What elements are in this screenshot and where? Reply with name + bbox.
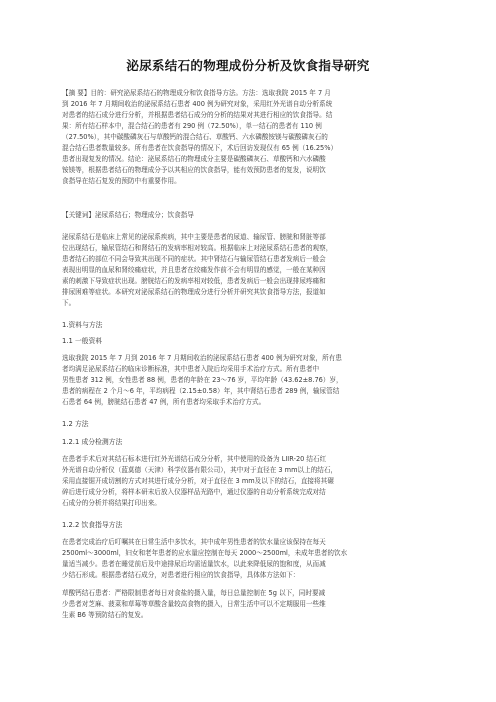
intro-line: 排尿困难等症状。本研究对泌尿系结石的物理成分进行分析并研究其饮食指导方法，报道如	[62, 288, 326, 296]
body-line: 石患者 64 例，膀胱结石患者 47 例，所有患者均采取手术治疗方式。	[62, 398, 266, 406]
body-line: 在患者手术后对其结石标本进行红外光谱结石成分分析，其中使用的设备为 LIIR-20 结石红	[62, 455, 327, 463]
intro-line: 表现出明显的血尿和肾绞痛症状，并且患者在绞痛发作前不会有明显的感觉，一般在某种因	[62, 266, 326, 274]
section-heading-1-2	[62, 419, 440, 430]
abstract-line: 混合结石患者数量较多。所有患者在饮食指导的情况下，术后回访发现仅有 65 例（16.25%）	[62, 144, 338, 152]
intro-line: 下。	[62, 299, 76, 307]
abstract-paragraph	[62, 88, 440, 187]
body-line: 少患者对芝麻、菠菜和草莓等草酸含量较高食物的摄入，日常生活中可以不定期服用一些维	[62, 600, 326, 608]
section-heading: 1.资料与方法	[62, 321, 103, 329]
intro-paragraph	[62, 232, 440, 309]
body-line: 患者的病程在 2 个月～6 年，平均病程（2.15±0.58）年，其中肾结石患者 289 例，输尿管结	[62, 387, 340, 395]
body-line: 碎后进行成分分析，将样本研末后放入仪器样品光路中，通过仪器的自动分析系统完成对结	[62, 488, 326, 496]
body-line: 生素 B6 等预防结石的复发。	[62, 611, 148, 619]
abstract-line: 铵镁等，根据患者结石的物理成分予以其相应的饮食指导，能有效预防患者的复发，说明饮	[62, 166, 326, 174]
body-line: 在患者完成治疗后叮嘱其在日常生活中多饮水，其中成年男性患者的饮水量应该保持在每天	[62, 538, 326, 546]
detection-method-paragraph	[62, 454, 440, 509]
body-line: 2500ml～3000ml，妇女和老年患者的应水量应控制在每天 2000～2500ml，未成年患者的饮水	[62, 549, 348, 557]
body-line: 采用直接锯开成切割的方式对其进行成分分析，对于直径在 3 mm及以下的结石，直接将其碾	[62, 477, 334, 485]
subsection-heading: 1.2.1 成分检测方法	[62, 438, 123, 446]
body-line: 者均满足泌尿系结石的临床诊断标准，其中患者入院后均采用手术治疗方式。所有患者中	[62, 365, 320, 373]
section-heading-1-1	[62, 336, 440, 347]
abstract-line: （27.50%），其中碳酸磷灰石与草酸钙的混合结石、草酸钙、六水磷酸铵镁与碳酸磷灰石的	[62, 133, 328, 141]
intro-line: 素的刺激下导致症状出现。膀胱结石的发病率相对较低，患者发病后一般会出现排尿疼痛和	[62, 277, 326, 285]
subsection-heading: 1.1 一般资料	[62, 337, 103, 345]
abstract-line: 对患者的结石成分进行分析，并根据患者结石成分的分析的结果对其进行相应的饮食指导。结	[62, 111, 333, 119]
subsection-heading: 1.2 方法	[62, 420, 89, 428]
general-data-paragraph	[62, 353, 440, 408]
intro-line: 患者结石的部位不同会导致其出现不同的症状。其中肾结石与输尿管结石患者发病后一般会	[62, 255, 326, 263]
body-line: 男性患者 312 例，女性患者 88 例，患者的年龄在 23～76 岁，平均年龄（43.62±8.76）岁，	[62, 376, 343, 384]
subsection-heading: 1.2.2 饮食指导方法	[62, 521, 123, 529]
abstract-line: 患者出现复发的情况。结论：泌尿系结石的物理成分主要是碳酸磷灰石、草酸钙和六水磷酸	[62, 155, 326, 163]
calcium-oxalate-paragraph	[62, 588, 440, 621]
body-line: 草酸钙结石患者：严格限制患者每日对食盐的摄入量，每日总量控制在 5g 以下，同时要减	[62, 589, 326, 597]
diet-guidance-paragraph	[62, 537, 440, 581]
body-line: 石成分的分析并将结果打印出来。	[62, 499, 161, 507]
keywords	[62, 210, 440, 221]
abstract-line: 【摘 要】目的：研究泌尿系结石的物理成分和饮食指导方法。方法：选取我院 2015 年 7 月	[62, 89, 331, 97]
body-line: 外光谱自动分析仪（蓝莫德（天津）科学仪器有限公司），其中对于直径在 3 mm以上的结石，	[62, 466, 338, 474]
keywords-line: 【关键词】泌尿系结石；物理成分；饮食指导	[62, 211, 194, 219]
section-heading-1	[62, 320, 440, 331]
section-heading-1-2-1	[62, 437, 440, 448]
abstract-line: 到 2016 年 7 月期间收治的泌尿系结石患者 400 例为研究对象，采用红外光谱自动分析系统	[62, 100, 333, 108]
body-line: 量适当减少。患者在睡觉前后及中途排尿后均需适量饮水，以此来降低尿的饱和度，从而减	[62, 560, 326, 568]
abstract-line: 食指导在结石复发的预防中有重要作用。	[62, 177, 181, 185]
paper-title: 泌尿系结石的物理成份分析及饮食指导研究	[126, 58, 370, 73]
abstract-line: 果：所有结石样本中，混合结石的患者有 290 例（72.50%），单一结石的患者有 110 例	[62, 122, 322, 130]
body-line: 选取我院 2015 年 7 月到 2016 年 7 月期间收治的泌尿系结石患者 400 例为研究对象，所有患	[62, 354, 342, 362]
intro-line: 位出现结石，输尿管结石和肾结石的发病率相对较高。根据临床上对泌尿系结石患者的观察，	[62, 244, 333, 252]
section-heading-1-2-2	[62, 520, 440, 531]
body-line: 少结石形成。根据患者结石成分，对患者进行相应的饮食指导，具体体方法如下：	[62, 571, 300, 579]
intro-line: 泌尿系结石是临床上常见的泌尿系疾病，其中主要是患者的尿道、输尿管、膀胱和肾脏等部	[62, 233, 326, 241]
